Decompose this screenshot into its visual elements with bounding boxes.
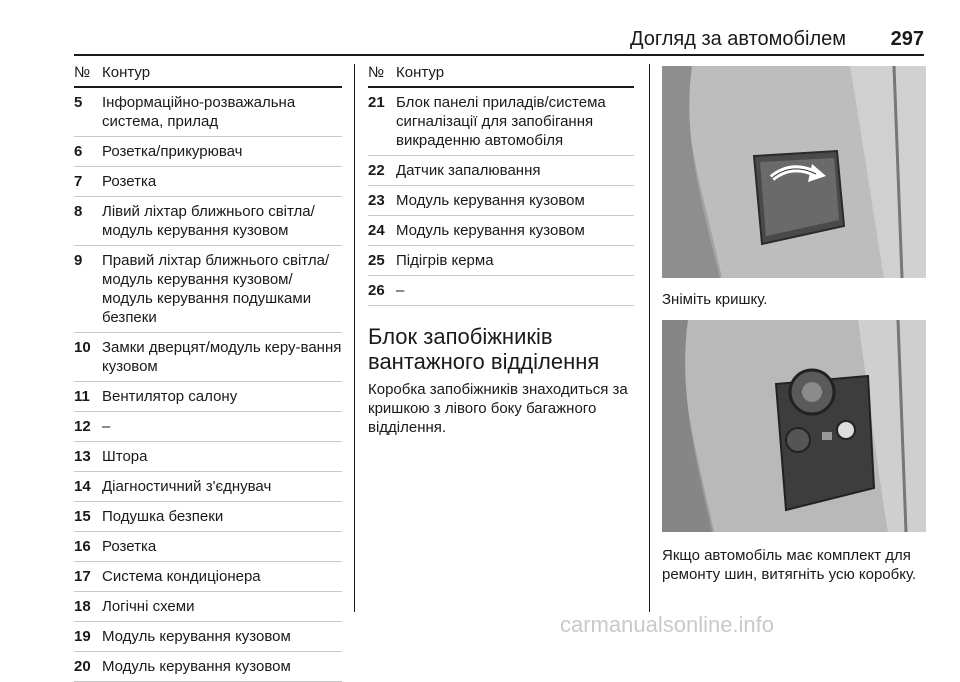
circuit-name: Правий ліхтар ближнього світла/модуль керування кузовом/модуль керування подушками безпеки xyxy=(102,252,330,326)
fuse-number: 18 xyxy=(74,598,91,615)
figure-cover-removal xyxy=(662,66,926,278)
fuse-box-illustration xyxy=(662,320,926,532)
page-title: Догляд за автомобілем xyxy=(629,28,846,50)
circuit-name: Модуль керування кузовом xyxy=(396,192,585,209)
circuit-name: Діагностичний з'єднувач xyxy=(102,478,272,495)
table-row xyxy=(74,442,342,472)
figure-fuse-box xyxy=(662,320,926,532)
fuse-number: 10 xyxy=(74,339,91,356)
table-row xyxy=(368,216,634,246)
fuse-number: 24 xyxy=(368,222,385,239)
table-row xyxy=(74,592,342,622)
table-row xyxy=(368,246,634,276)
section-heading: Блок запобіжників вантажного відділення xyxy=(368,324,600,374)
column-divider-1 xyxy=(354,64,355,612)
fuse-number: 5 xyxy=(74,94,83,111)
circuit-name: Логічні схеми xyxy=(102,598,195,615)
fuse-number: 20 xyxy=(74,658,91,675)
fuse-number: 25 xyxy=(368,252,385,269)
column-header-number: № xyxy=(368,64,385,81)
circuit-name: – xyxy=(102,418,111,435)
circuit-name: Блок панелі приладів/система сигналізації для запобігання викраденню автомобіля xyxy=(396,94,606,149)
fuse-number: 19 xyxy=(74,628,91,645)
table-row xyxy=(368,156,634,186)
circuit-name: Подушка безпеки xyxy=(102,508,224,525)
circuit-name: Лівий ліхтар ближнього світла/модуль керування кузовом xyxy=(102,203,315,239)
table-row xyxy=(74,167,342,197)
fuse-number: 14 xyxy=(74,478,91,495)
page-header xyxy=(74,28,924,56)
fuse-table-2-column xyxy=(368,64,634,437)
table-row xyxy=(74,88,342,137)
table-body xyxy=(74,88,342,682)
circuit-name: Інформаційно-розважальна система, прилад xyxy=(102,94,296,130)
circuit-name: Підігрів керма xyxy=(396,252,494,269)
figure-caption-1: Зніміть кришку. xyxy=(662,291,768,308)
fuse-number: 26 xyxy=(368,282,385,299)
table-row xyxy=(74,412,342,442)
circuit-name: Модуль керування кузовом xyxy=(396,222,585,239)
watermark: carmanualsonline.info xyxy=(560,612,775,637)
fuse-number: 8 xyxy=(74,203,83,220)
section-paragraph: Коробка запобіжників знаходиться за кришкою з лівого боку багажного відділення. xyxy=(368,381,628,436)
fuse-number: 15 xyxy=(74,508,91,525)
fuse-number: 22 xyxy=(368,162,385,179)
table-row xyxy=(74,502,342,532)
fuse-number: 6 xyxy=(74,143,83,160)
circuit-name: Датчик запалювання xyxy=(396,162,541,179)
table-row xyxy=(74,382,342,412)
circuit-name: Розетка/прикурювач xyxy=(102,143,243,160)
table-row xyxy=(74,333,342,382)
circuit-name: Модуль керування кузовом xyxy=(102,658,291,675)
column-header-circuit: Контур xyxy=(102,64,151,81)
fuse-number: 11 xyxy=(74,388,90,405)
fuse-number: 12 xyxy=(74,418,91,435)
fuse-number: 23 xyxy=(368,192,385,209)
table-row xyxy=(74,137,342,167)
fuse-number: 9 xyxy=(74,252,83,269)
circuit-name: Замки дверцят/модуль керу-вання кузовом xyxy=(102,339,342,375)
table-row xyxy=(368,186,634,216)
table-body xyxy=(368,88,634,306)
figure-caption-2: Якщо автомобіль має комплект для ремонту шин, витягніть усю коробку. xyxy=(662,547,917,583)
table-row xyxy=(74,472,342,502)
circuit-name: Розетка xyxy=(102,173,157,190)
table-row xyxy=(368,276,634,306)
table-row xyxy=(74,246,342,333)
circuit-name: Система кондиціонера xyxy=(102,568,261,585)
fuse-number: 16 xyxy=(74,538,91,555)
table-header xyxy=(74,64,342,88)
fuse-number: 13 xyxy=(74,448,91,465)
table-header xyxy=(368,64,634,88)
fuse-table-1 xyxy=(74,64,342,682)
circuit-name: Вентилятор салону xyxy=(102,388,238,405)
column-header-circuit: Контур xyxy=(396,64,445,81)
table-row xyxy=(74,652,342,682)
circuit-name: – xyxy=(396,282,405,299)
column-divider-2 xyxy=(649,64,650,612)
fuse-number: 17 xyxy=(74,568,91,585)
table-row xyxy=(74,532,342,562)
column-header-number: № xyxy=(74,64,91,81)
fuse-number: 21 xyxy=(368,94,385,111)
table-row xyxy=(74,622,342,652)
table-row xyxy=(368,88,634,156)
circuit-name: Розетка xyxy=(102,538,157,555)
circuit-name: Штора xyxy=(102,448,148,465)
table-row xyxy=(74,197,342,246)
fuse-number: 7 xyxy=(74,173,83,190)
trunk-cover-illustration xyxy=(662,66,926,278)
table-row xyxy=(74,562,342,592)
page-number: 297 xyxy=(890,28,924,50)
circuit-name: Модуль керування кузовом xyxy=(102,628,291,645)
